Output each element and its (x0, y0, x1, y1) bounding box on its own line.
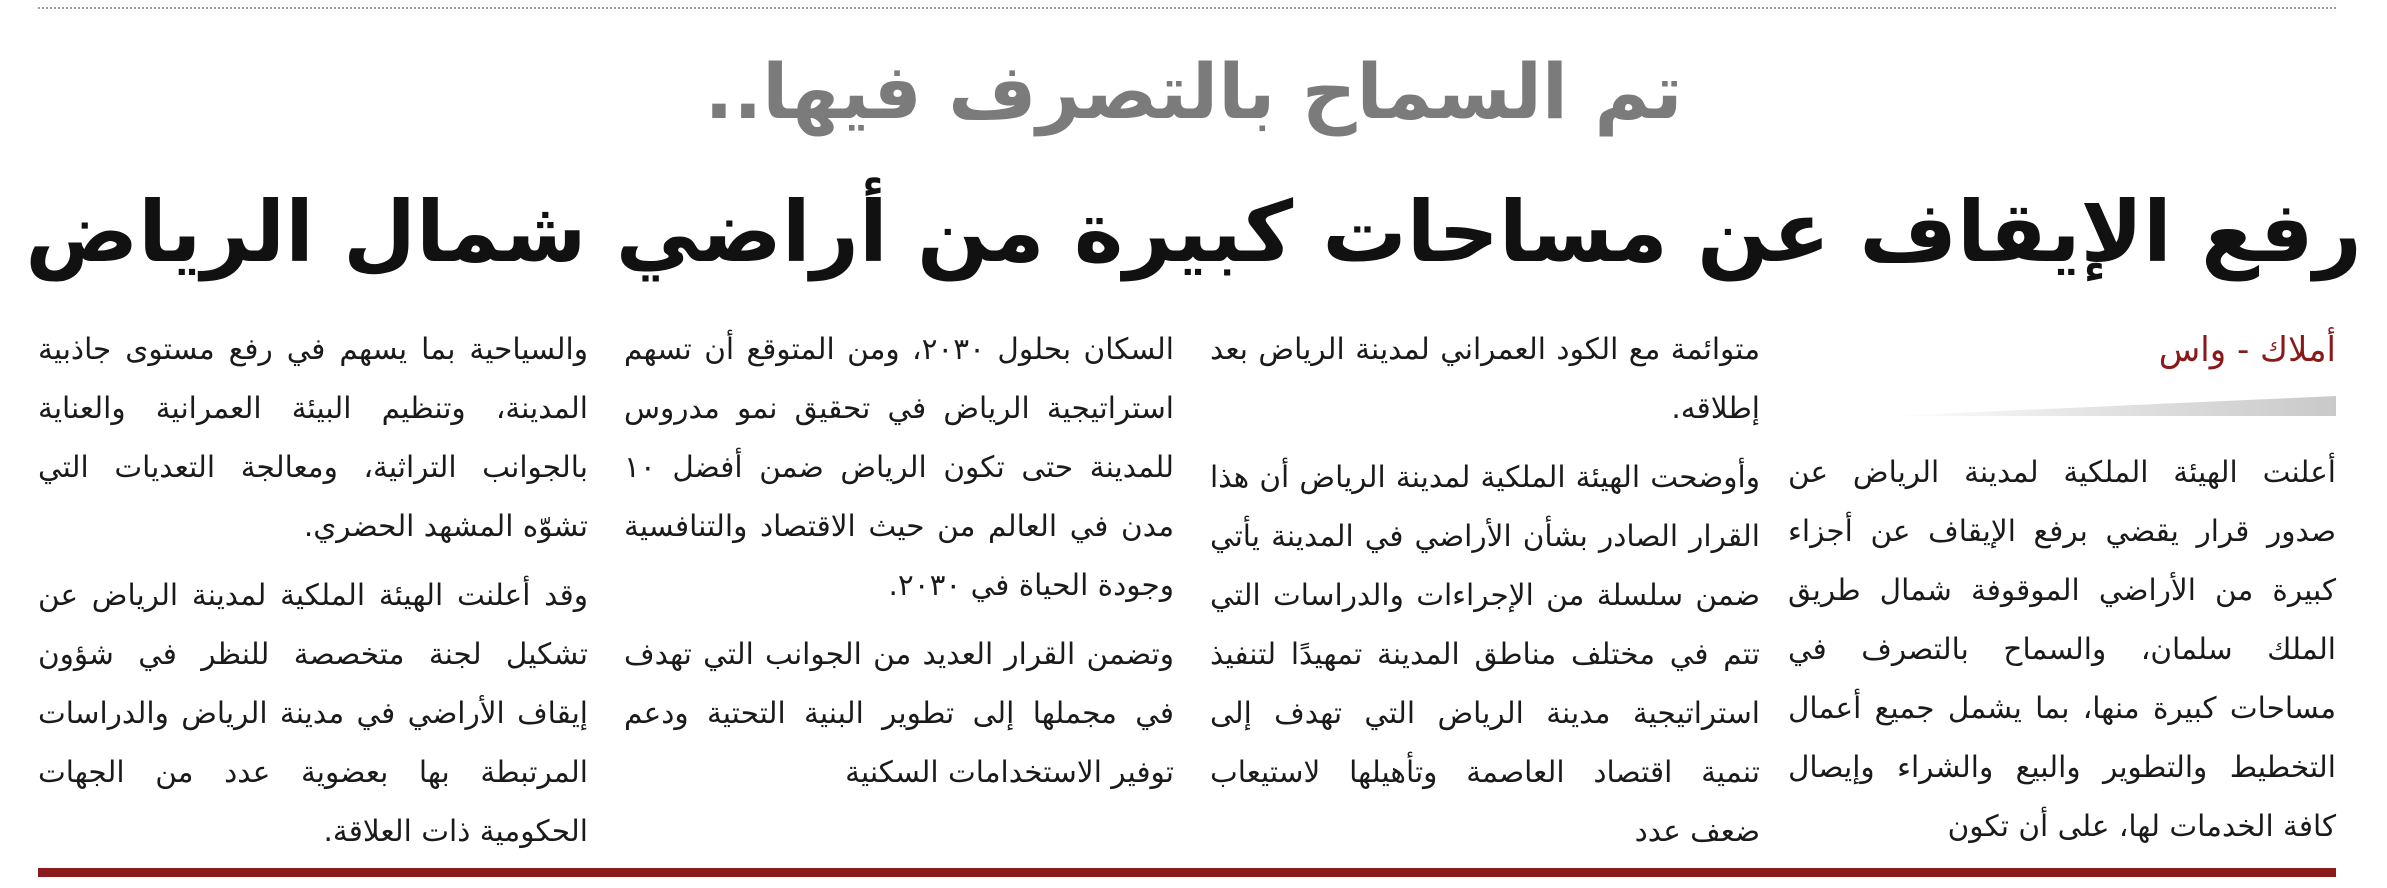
article-headline: رفع الإيقاف عن مساحات كبيرة من أراضي شمال الرياض (25, 183, 2362, 281)
article-column-1 (1788, 443, 2336, 856)
column-4-paragraph-1: والسياحية بما يسهم في رفع مستوى جاذبية المدينة، وتنظيم البيئة العمرانية والعناية بالجوانب التراثية، ومعالجة التعديات التي تشوّه المشهد الحضري. (38, 332, 588, 543)
column-2-paragraph-2: وأوضحت الهيئة الملكية لمدينة الرياض أن هذا القرار الصادر بشأن الأراضي في المدينة يأتي ضمن سلسلة من الإجراءات والدراسات التي تتم في مختلف مناطق المدينة تمهيدًا لتنفيذ استراتيجية مدينة الرياض التي تهدف إلى تنمية اقتصاد العاصمة وتأهيلها لاستيعاب ضعف عدد (1210, 460, 1760, 848)
bottom-rule (38, 868, 2336, 877)
article-column-2 (1210, 320, 1760, 871)
article-column-4 (38, 320, 588, 871)
top-dotted-rule (38, 7, 2336, 9)
column-1-paragraph-1: أعلنت الهيئة الملكية لمدينة الرياض عن صدور قرار يقضي برفع الإيقاف عن أجزاء كبيرة من الأراضي الموقوفة شمال طريق الملك سلمان، والسماح بالتصرف في مساحات كبيرة منها، بما يشمل جميع أعمال التخطيط والتطوير والبيع والشراء وإيصال كافة الخدمات لها، على أن تكون (1788, 455, 2336, 843)
article-column-3 (624, 320, 1174, 812)
article-byline: أملاك - واس (2158, 330, 2336, 370)
column-3-paragraph-1: السكان بحلول ٢٠٣٠، ومن المتوقع أن تسهم استراتيجية الرياض في تحقيق نمو مدروس للمدينة حتى تكون الرياض ضمن أفضل ١٠ مدن في العالم من حيث الاقتصاد والتنافسية وجودة الحياة في ٢٠٣٠. (624, 332, 1174, 602)
column-2-paragraph-1: متوائمة مع الكود العمراني لمدينة الرياض بعد إطلاقه. (1210, 332, 1760, 425)
article-kicker: تم السماح بالتصرف فيها.. (704, 47, 1683, 136)
column-3-paragraph-2: وتضمن القرار العديد من الجوانب التي تهدف في مجملها إلى تطوير البنية التحتية ودعم توفير الاستخدامات السكنية (624, 637, 1174, 789)
column-4-paragraph-2: وقد أعلنت الهيئة الملكية لمدينة الرياض عن تشكيل لجنة متخصصة للنظر في شؤون إيقاف الأراضي في مدينة الرياض والدراسات المرتبطة بها بعضوية عدد من الجهات الحكومية ذات العلاقة. (38, 578, 588, 848)
byline-decorative-bar (1888, 396, 2336, 416)
